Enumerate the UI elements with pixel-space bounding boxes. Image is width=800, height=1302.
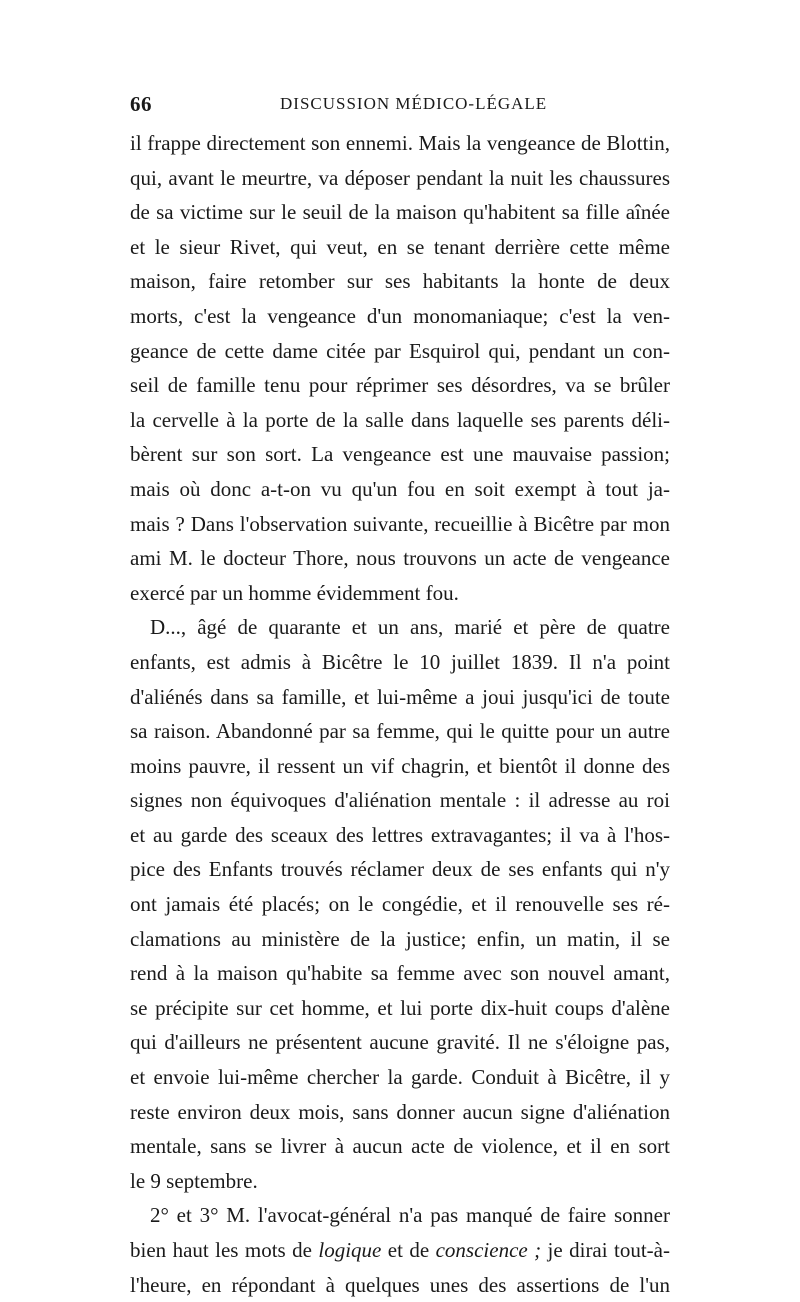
text-line: et le sieur Rivet, qui veut, en se tenant derrière cette même: [130, 234, 670, 259]
text-line: D..., âgé de quarante et un ans, marié et père de quatre: [150, 615, 670, 640]
text-segment: je dirai tout-à-: [541, 1238, 670, 1262]
text-line: mais ? Dans l'observation suivante, recueillie à Bicêtre par mon: [130, 511, 670, 536]
emphasized-word: logique: [318, 1238, 382, 1262]
text-line: ami M. le docteur Thore, nous trouvons un acte de vengeance: [130, 546, 670, 571]
text-line-with-emphasis: [130, 1233, 670, 1268]
text-line: morts, c'est la vengeance d'un monomaniaque; c'est la ven-: [130, 303, 670, 328]
text-line: se précipite sur cet homme, et lui porte dix-huit coups d'alène: [130, 995, 670, 1020]
text-line: maison, faire retomber sur ses habitants la honte de deux: [130, 269, 670, 294]
running-head: [130, 92, 670, 122]
text-line: enfants, est admis à Bicêtre le 10 juillet 1839. Il n'a point: [130, 649, 670, 674]
text-line: et envoie lui-même chercher la garde. Conduit à Bicêtre, il y: [130, 1065, 670, 1090]
text-segment: et de: [381, 1238, 436, 1262]
text-line: geance de cette dame citée par Esquirol qui, pendant un con-: [130, 338, 670, 363]
text-line: le 9 septembre.: [130, 1168, 258, 1193]
text-line: 2° et 3° M. l'avocat-général n'a pas manqué de faire sonner: [150, 1203, 670, 1228]
text-line: bèrent sur son sort. La vengeance est une mauvaise passion;: [130, 442, 670, 467]
text-line: la cervelle à la porte de la salle dans laquelle ses parents déli-: [130, 407, 670, 432]
text-line: mais où donc a-t-on vu qu'un fou en soit exempt à tout ja-: [130, 476, 670, 501]
text-line: clamations au ministère de la justice; enfin, un matin, il se: [130, 926, 670, 951]
text-line: il frappe directement son ennemi. Mais la vengeance de Blottin,: [130, 131, 670, 155]
text-line: signes non équivoques d'aliénation mentale : il adresse au roi: [130, 788, 670, 813]
text-line: exercé par un homme évidemment fou.: [130, 580, 459, 605]
text-segment: bien haut les mots de: [130, 1238, 319, 1262]
text-line: seil de famille tenu pour réprimer ses désordres, va se brûler: [130, 373, 670, 398]
text-line: d'aliénés dans sa famille, et lui-même a joui jusqu'ici de toute: [130, 684, 670, 709]
text-line: qui d'ailleurs ne présentent aucune gravité. Il ne s'éloigne pas,: [130, 1030, 670, 1055]
text-line: l'heure, en répondant à quelques unes des assertions de l'un: [130, 1272, 670, 1297]
text-line: et au garde des sceaux des lettres extravagantes; il va à l'hos-: [130, 822, 670, 847]
running-title: DISCUSSION MÉDICO-LÉGALE: [280, 94, 548, 113]
text-line: qui, avant le meurtre, va déposer pendant la nuit les chaussures: [130, 165, 670, 190]
text-line: mentale, sans se livrer à aucun acte de violence, et il en sort: [130, 1134, 670, 1159]
text-line: de sa victime sur le seuil de la maison qu'habitent sa fille aînée: [130, 200, 670, 225]
text-line: rend à la maison qu'habite sa femme avec son nouvel amant,: [130, 961, 670, 986]
page-number: 66: [130, 92, 152, 116]
text-line: sa raison. Abandonné par sa femme, qui le quitte pour un autre: [130, 719, 670, 744]
text-line: moins pauvre, il ressent un vif chagrin, et bientôt il donne des: [130, 753, 670, 778]
text-line: ont jamais été placés; on le congédie, et il renouvelle ses ré-: [130, 892, 670, 917]
body-text: [130, 126, 670, 1302]
text-line: reste environ deux mois, sans donner aucun signe d'aliénation: [130, 1099, 670, 1124]
emphasized-word: conscience ;: [435, 1238, 542, 1262]
text-line: pice des Enfants trouvés réclamer deux de ses enfants qui n'y: [130, 857, 670, 882]
